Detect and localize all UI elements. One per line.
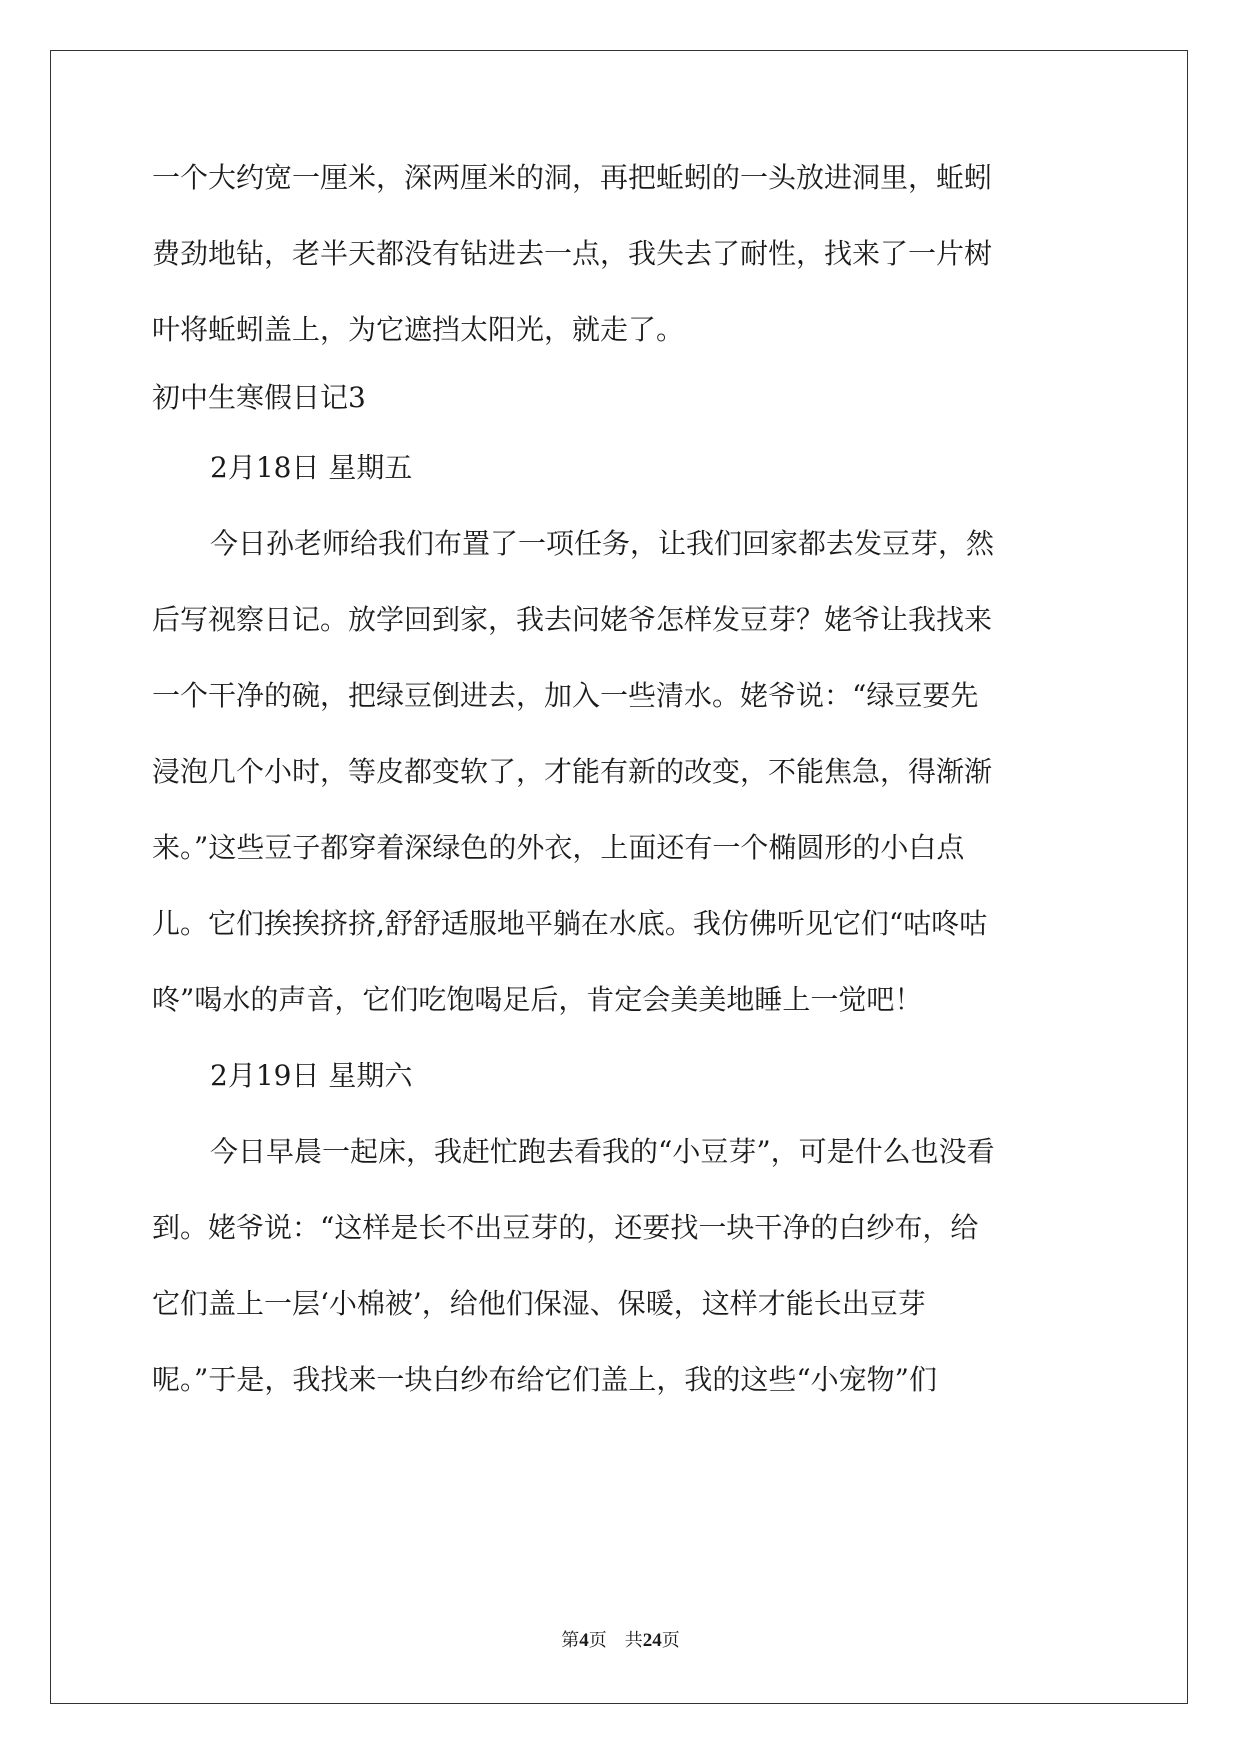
text-line: 浸泡几个小时，等皮都变软了，才能有新的改变，不能焦急，得渐渐	[152, 755, 993, 788]
text-line: 它们盖上一层‘小棉被’，给他们保湿、保暖，这样才能长出豆芽	[152, 1287, 926, 1320]
diary-date: 2月18日 星期五	[210, 451, 413, 484]
text-line: 呢。”于是，我找来一块白纱布给它们盖上，我的这些“小宠物”们	[152, 1363, 937, 1396]
section-heading: 初中生寒假日记3	[152, 381, 366, 414]
footer-prefix: 第	[561, 1630, 580, 1651]
text-line: 今日早晨一起床，我赶忙跑去看我的“小豆芽”，可是什么也没看	[210, 1135, 995, 1168]
text-line: 儿。它们挨挨挤挤,舒舒适服地平躺在水底。我仿佛听见它们“咕咚咕	[152, 907, 988, 940]
text-line: 来。”这些豆子都穿着深绿色的外衣，上面还有一个椭圆形的小白点	[152, 831, 965, 864]
text-line: 后写视察日记。放学回到家，我去问姥爷怎样发豆芽？姥爷让我找来	[152, 603, 993, 636]
footer-mid: 页 共	[588, 1630, 643, 1651]
text-line: 咚”喝水的声音，它们吃饱喝足后，肯定会美美地睡上一觉吧！	[152, 983, 923, 1016]
text-line: 一个干净的碗，把绿豆倒进去，加入一些清水。姥爷说：“绿豆要先	[152, 679, 979, 712]
text-line: 今日孙老师给我们布置了一项任务，让我们回家都去发豆芽，然	[210, 527, 995, 560]
diary-date: 2月19日 星期六	[210, 1059, 413, 1092]
total-page-count: 24	[642, 1630, 662, 1651]
text-line: 叶将蚯蚓盖上，为它遮挡太阳光，就走了。	[152, 313, 685, 346]
text-line: 到。姥爷说：“这样是长不出豆芽的，还要找一块干净的白纱布，给	[152, 1211, 979, 1244]
page-footer	[0, 1630, 1241, 1652]
page-border	[50, 50, 1188, 1704]
text-line: 费劲地钻，老半天都没有钻进去一点，我失去了耐性，找来了一片树	[152, 237, 993, 270]
text-line: 一个大约宽一厘米，深两厘米的洞，再把蚯蚓的一头放进洞里，蚯蚓	[152, 161, 993, 194]
footer-suffix: 页	[661, 1630, 680, 1651]
current-page-number: 4	[579, 1630, 589, 1651]
